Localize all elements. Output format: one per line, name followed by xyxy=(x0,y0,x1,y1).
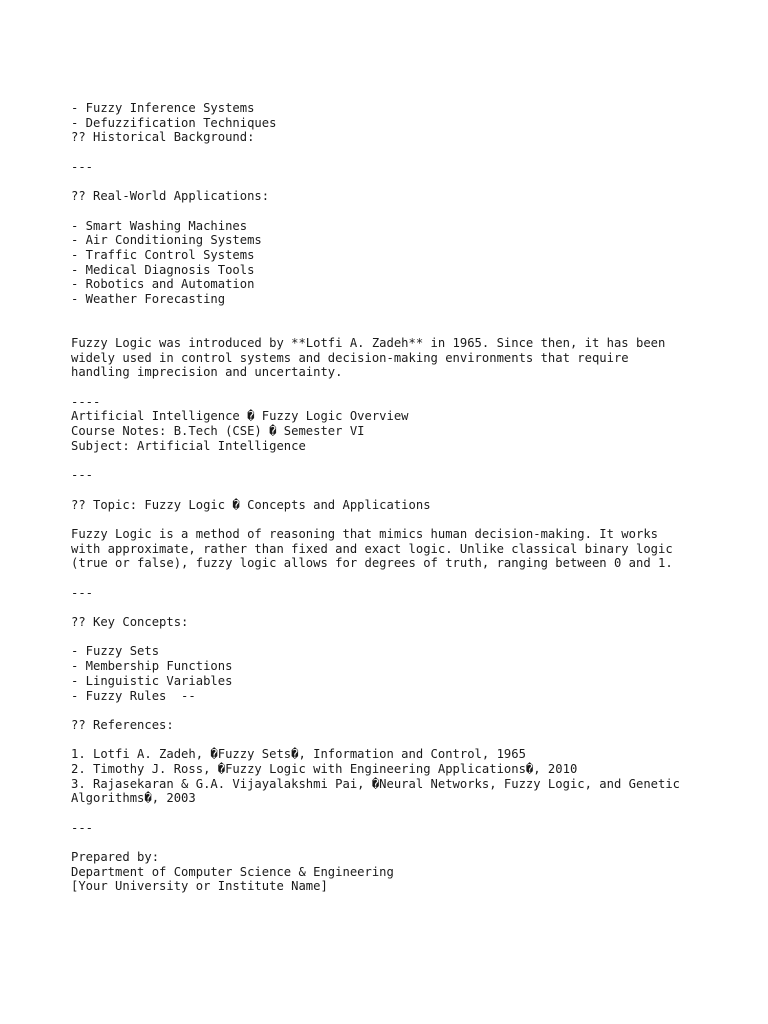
document-line: --- xyxy=(71,468,94,483)
document-line xyxy=(71,630,761,645)
document-line: - Linguistic Variables xyxy=(71,673,233,688)
document-line: - Smart Washing Machines xyxy=(71,218,248,233)
document-line: ---- xyxy=(71,394,101,409)
document-line: 3. Rajasekaran & G.A. Vijayalakshmi Pai, �Neural Networks, Fuzzy Logic, and Genetic xyxy=(71,776,681,791)
document-line xyxy=(71,307,761,322)
document-line: Algorithms�, 2003 xyxy=(71,791,196,806)
document-line xyxy=(71,571,761,586)
document-line xyxy=(71,600,761,615)
document-line: [Your University or Institute Name] xyxy=(71,879,328,894)
document-line xyxy=(71,512,761,527)
document-line: - Traffic Control Systems xyxy=(71,247,255,262)
document-text xyxy=(71,101,761,894)
document-line xyxy=(71,806,761,821)
document-line xyxy=(71,703,761,718)
document-line: (true or false), fuzzy logic allows for degrees of truth, ranging between 0 and 1. xyxy=(71,556,673,571)
document-line xyxy=(71,204,761,219)
document-line xyxy=(71,174,761,189)
document-line: Department of Computer Science & Engineering xyxy=(71,864,394,879)
document-line: widely used in control systems and decision-making environments that require xyxy=(71,350,629,365)
document-line: --- xyxy=(71,159,94,174)
document-line: Fuzzy Logic is a method of reasoning that mimics human decision-making. It works xyxy=(71,526,658,541)
document-line xyxy=(71,483,761,498)
document-line: ?? Topic: Fuzzy Logic � Concepts and Applications xyxy=(71,497,431,512)
document-line: --- xyxy=(71,585,94,600)
document-line: 1. Lotfi A. Zadeh, �Fuzzy Sets�, Information and Control, 1965 xyxy=(71,747,526,762)
document-line: - Fuzzy Inference Systems xyxy=(71,101,255,115)
document-line: Artificial Intelligence � Fuzzy Logic Overview xyxy=(71,409,409,424)
document-line: - Defuzzification Techniques xyxy=(71,115,277,130)
document-line xyxy=(71,733,761,748)
document-line: - Membership Functions xyxy=(71,659,233,674)
document-line: ?? References: xyxy=(71,717,174,732)
document-line: - Fuzzy Sets xyxy=(71,644,160,659)
document-line: 2. Timothy J. Ross, �Fuzzy Logic with Engineering Applications�, 2010 xyxy=(71,761,578,776)
document-line: Fuzzy Logic was introduced by **Lotfi A. Zadeh** in 1965. Since then, it has been xyxy=(71,336,666,350)
document-line xyxy=(71,321,761,336)
document-line: - Weather Forecasting xyxy=(71,291,226,306)
document-line: --- xyxy=(71,820,94,835)
document-line: ?? Key Concepts: xyxy=(71,615,189,630)
document-line: ?? Real-World Applications: xyxy=(71,189,270,204)
document-line xyxy=(71,145,761,160)
document-line xyxy=(71,454,761,469)
document-line: handling imprecision and uncertainty. xyxy=(71,365,343,380)
document-line: ?? Historical Background: xyxy=(71,130,255,145)
document-line: Prepared by: xyxy=(71,850,160,865)
document-line: - Fuzzy Rules -- xyxy=(71,688,196,703)
document-line: Subject: Artificial Intelligence xyxy=(71,438,306,453)
document-line: with approximate, rather than fixed and exact logic. Unlike classical binary logic xyxy=(71,541,673,556)
document-line xyxy=(71,380,761,395)
document-line: Course Notes: B.Tech (CSE) � Semester VI xyxy=(71,424,365,439)
document-line: - Medical Diagnosis Tools xyxy=(71,262,255,277)
document-line: - Air Conditioning Systems xyxy=(71,233,262,248)
document-line: - Robotics and Automation xyxy=(71,277,255,292)
document-line xyxy=(71,835,761,850)
